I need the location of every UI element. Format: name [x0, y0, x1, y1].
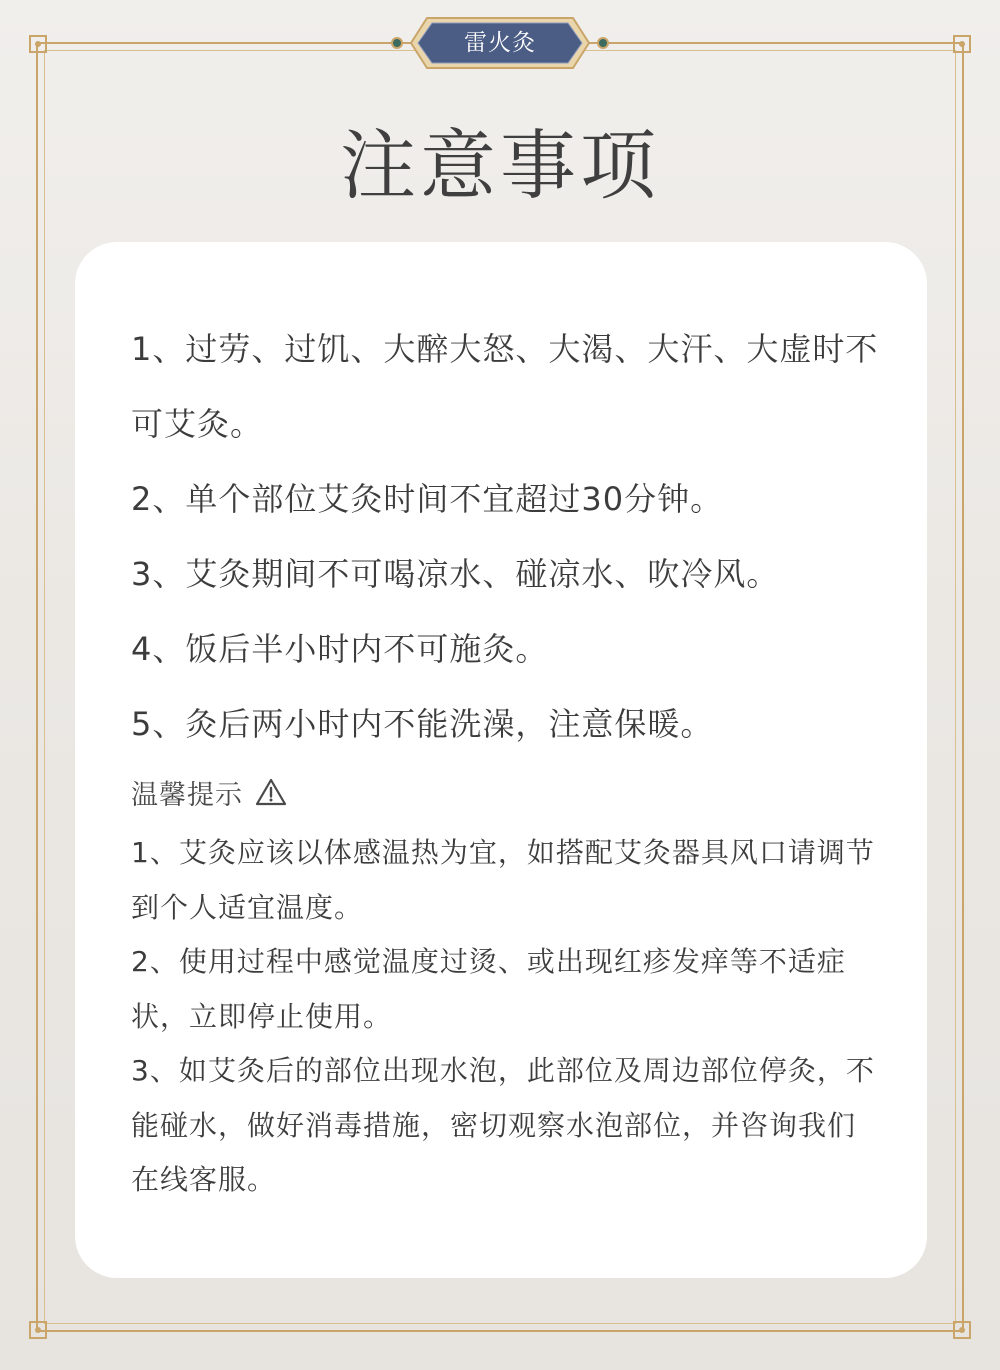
frame-corner-ornament-icon [951, 33, 973, 55]
frame-corner-ornament-icon [27, 1319, 49, 1341]
precaution-item: 4、饭后半小时内不可施灸。 [131, 630, 549, 668]
tips-heading [131, 770, 287, 814]
badge-label: 雷火灸 [464, 30, 536, 56]
content-card [75, 242, 927, 1278]
precaution-item: 3、艾灸期间不可喝凉水、碰凉水、吹冷风。 [131, 555, 780, 593]
warning-triangle-icon [255, 777, 287, 807]
page-title: 注意事项 [340, 121, 660, 210]
brand-badge [385, 12, 615, 74]
precaution-item: 1、过劳、过饥、大醉大怒、大渴、大汗、大虚时不可艾灸。 [131, 330, 879, 443]
tips-heading-label: 温馨提示 [131, 779, 243, 811]
tips-list [131, 826, 881, 1208]
tip-item: 1、艾灸应该以体感温热为宜，如搭配艾灸器具风口请调节到个人适宜温度。 [131, 836, 875, 924]
precautions-list [131, 312, 891, 762]
precaution-item: 2、单个部位艾灸时间不宜超过30分钟。 [131, 480, 724, 518]
frame-corner-ornament-icon [951, 1319, 973, 1341]
frame-corner-ornament-icon [27, 33, 49, 55]
precaution-item: 5、灸后两小时内不能洗澡，注意保暖。 [131, 705, 714, 743]
tip-item: 3、如艾灸后的部位出现水泡，此部位及周边部位停灸，不能碰水，做好消毒措施，密切观察水泡部位，并咨询我们在线客服。 [131, 1054, 875, 1196]
tip-item: 2、使用过程中感觉温度过烫、或出现红疹发痒等不适症状，立即停止使用。 [131, 945, 846, 1033]
